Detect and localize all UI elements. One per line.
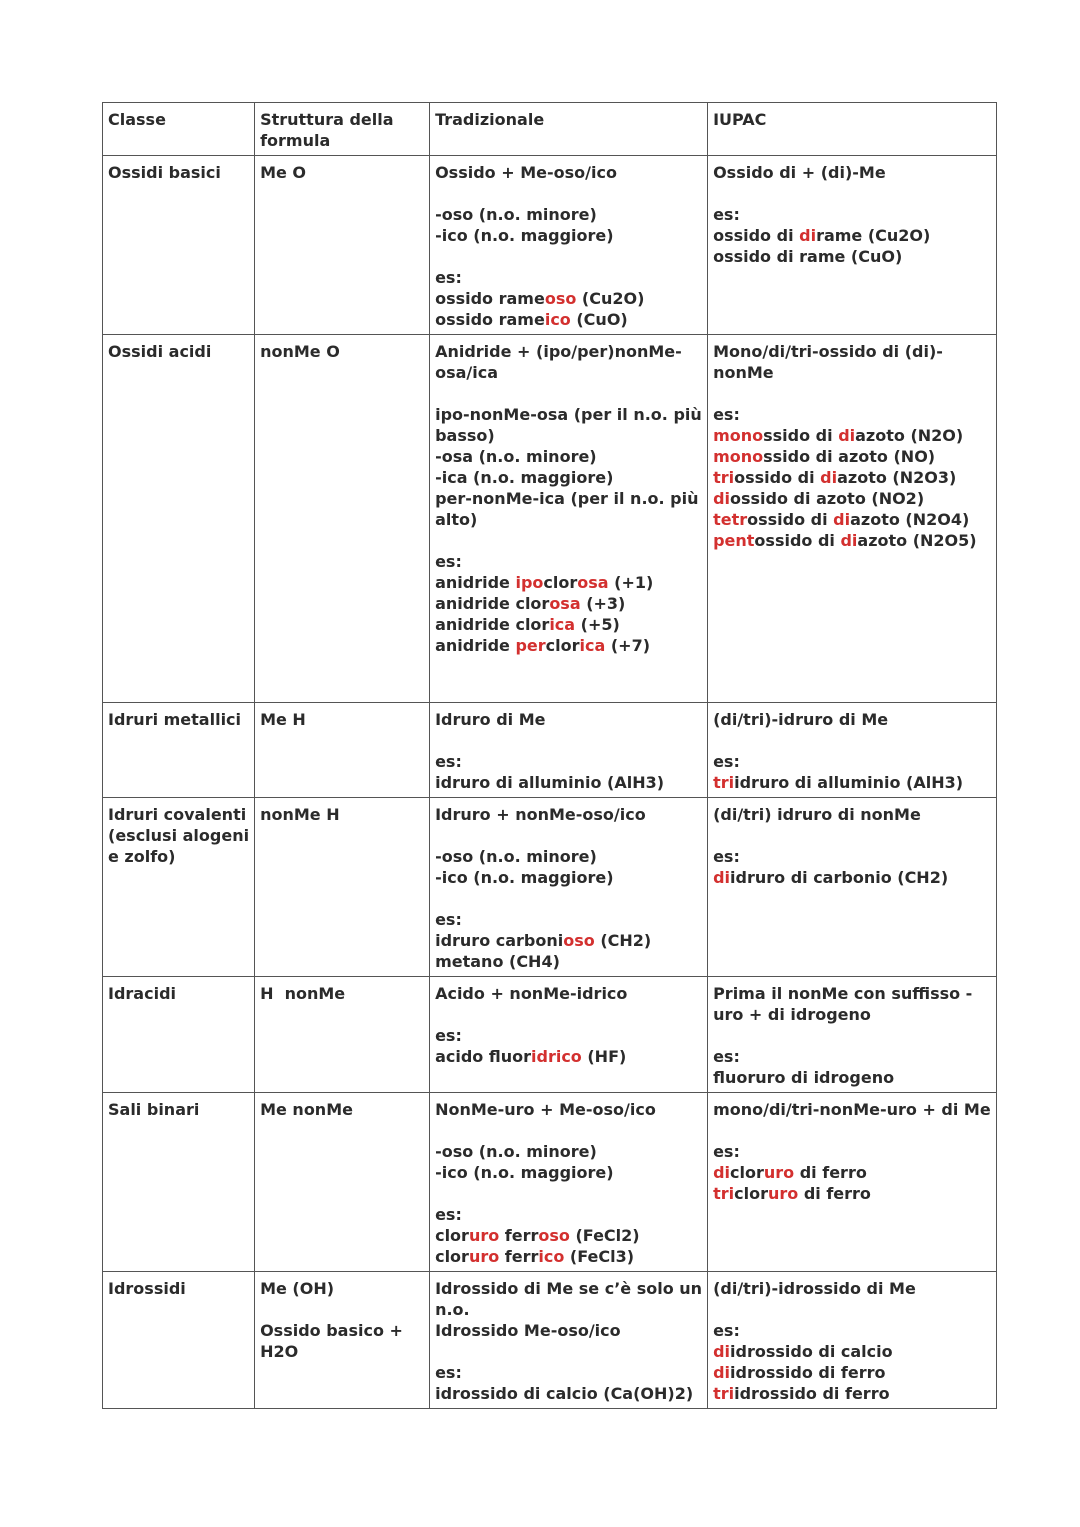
example-line: cloruro ferroso (FeCl2): [435, 1226, 640, 1245]
cell-tradizionale: Idruro di Me es: idruro di alluminio (AlH3): [430, 703, 708, 798]
cell-iupac: (di/tri) idruro di nonMe es: diidruro di carbonio (CH2): [708, 798, 997, 977]
cell-classe: Ossidi basici: [103, 156, 255, 335]
cell-tradizionale: Idruro + nonMe-oso/ico -oso (n.o. minore) -ico (n.o. maggiore) es: idruro carbonioso (CH2) metano (CH4): [430, 798, 708, 977]
cell-tradizionale: Anidride + (ipo/per)nonMe- osa/ica ipo-nonMe-osa (per il n.o. più basso) -osa (n.o. minore) -ica (n.o. maggiore) per-nonMe-ica (per il n.o. più alto) es: anidride ipoclorosa (+1) anidride clorosa (+3) anidride clorica (+5) anidride perclorica (+7): [430, 335, 708, 703]
cell-formula: nonMe H: [255, 798, 430, 977]
cell-tradizionale: NonMe-uro + Me-oso/ico -oso (n.o. minore) -ico (n.o. maggiore) es: cloruro ferroso (FeCl2) cloruro ferrico (FeCl3): [430, 1093, 708, 1272]
example-line: cloruro ferrico (FeCl3): [435, 1247, 635, 1266]
example-line: ossido di dirame (Cu2O): [713, 226, 931, 245]
row-ossidi-basici: [103, 156, 997, 335]
cell-tradizionale: Ossido + Me-oso/ico -oso (n.o. minore) -ico (n.o. maggiore) es: ossido rameoso (Cu2O) ossido rameico (CuO): [430, 156, 708, 335]
example-line: tricloruro di ferro: [713, 1184, 871, 1203]
header-struttura: Struttura della formula: [255, 103, 430, 156]
example-line: tetrossido di diazoto (N2O4): [713, 510, 970, 529]
cell-formula: Me (OH) Ossido basico + H2O: [255, 1272, 430, 1409]
header-tradizionale: Tradizionale: [430, 103, 708, 156]
cell-tradizionale: Idrossido di Me se c’è solo un n.o. Idrossido Me-oso/ico es: idrossido di calcio (Ca(OH)2): [430, 1272, 708, 1409]
example-line: monossido di azoto (NO): [713, 447, 936, 466]
row-idruri-metallici: [103, 703, 997, 798]
cell-iupac: Mono/di/tri-ossido di (di)- nonMe es: monossido di diazoto (N2O) monossido di azoto (NO) triossido di diazoto (N2O3) diossido di azoto (NO2) tetrossido di diazoto (N2O4) pentossido di diazoto (N2O5): [708, 335, 997, 703]
cell-formula: Me O: [255, 156, 430, 335]
cell-classe: Ossidi acidi: [103, 335, 255, 703]
example-line: pentossido di diazoto (N2O5): [713, 531, 977, 550]
example-line: anidride ipoclorosa (+1): [435, 573, 654, 592]
example-line: triidrossido di ferro: [713, 1384, 890, 1403]
nomenclature-table: [102, 102, 997, 1409]
example-line: diidrossido di calcio: [713, 1342, 893, 1361]
example-line: anidride perclorica (+7): [435, 636, 651, 655]
example-line: ossido rameico (CuO): [435, 310, 628, 329]
cell-iupac: (di/tri)-idrossido di Me es: diidrossido di calcio diidrossido di ferro triidrossido di ferro: [708, 1272, 997, 1409]
example-line: acido fluoridrico (HF): [435, 1047, 627, 1066]
row-ossidi-acidi: [103, 335, 997, 703]
row-idruri-covalenti: [103, 798, 997, 977]
header-iupac: IUPAC: [708, 103, 997, 156]
cell-formula: H nonMe: [255, 977, 430, 1093]
header-classe: Classe: [103, 103, 255, 156]
example-line: triidruro di alluminio (AlH3): [713, 773, 964, 792]
example-line: diidruro di carbonio (CH2): [713, 868, 949, 887]
example-line: monossido di diazoto (N2O): [713, 426, 964, 445]
cell-classe: Idruri metallici: [103, 703, 255, 798]
cell-classe: Idracidi: [103, 977, 255, 1093]
cell-classe: Sali binari: [103, 1093, 255, 1272]
example-line: dicloruro di ferro: [713, 1163, 867, 1182]
row-idracidi: [103, 977, 997, 1093]
cell-iupac: Prima il nonMe con suffisso - uro + di idrogeno es: fluoruro di idrogeno: [708, 977, 997, 1093]
cell-formula: Me nonMe: [255, 1093, 430, 1272]
row-sali-binari: [103, 1093, 997, 1272]
cell-classe: Idrossidi: [103, 1272, 255, 1409]
example-line: idruro carbonioso (CH2): [435, 931, 652, 950]
example-line: triossido di diazoto (N2O3): [713, 468, 957, 487]
cell-formula: Me H: [255, 703, 430, 798]
cell-classe: Idruri covalenti (esclusi alogeni e zolfo): [103, 798, 255, 977]
example-line: anidride clorosa (+3): [435, 594, 626, 613]
header-row: [103, 103, 997, 156]
cell-tradizionale: Acido + nonMe-idrico es: acido fluoridrico (HF): [430, 977, 708, 1093]
cell-formula: nonMe O: [255, 335, 430, 703]
example-line: anidride clorica (+5): [435, 615, 620, 634]
cell-iupac: mono/di/tri-nonMe-uro + di Me es: dicloruro di ferro tricloruro di ferro: [708, 1093, 997, 1272]
cell-iupac: Ossido di + (di)-Me es: ossido di dirame (Cu2O) ossido di rame (CuO): [708, 156, 997, 335]
example-line: diossido di azoto (NO2): [713, 489, 925, 508]
example-line: diidrossido di ferro: [713, 1363, 886, 1382]
example-line: ossido rameoso (Cu2O): [435, 289, 645, 308]
cell-iupac: (di/tri)-idruro di Me es: triidruro di alluminio (AlH3): [708, 703, 997, 798]
row-idrossidi: [103, 1272, 997, 1409]
